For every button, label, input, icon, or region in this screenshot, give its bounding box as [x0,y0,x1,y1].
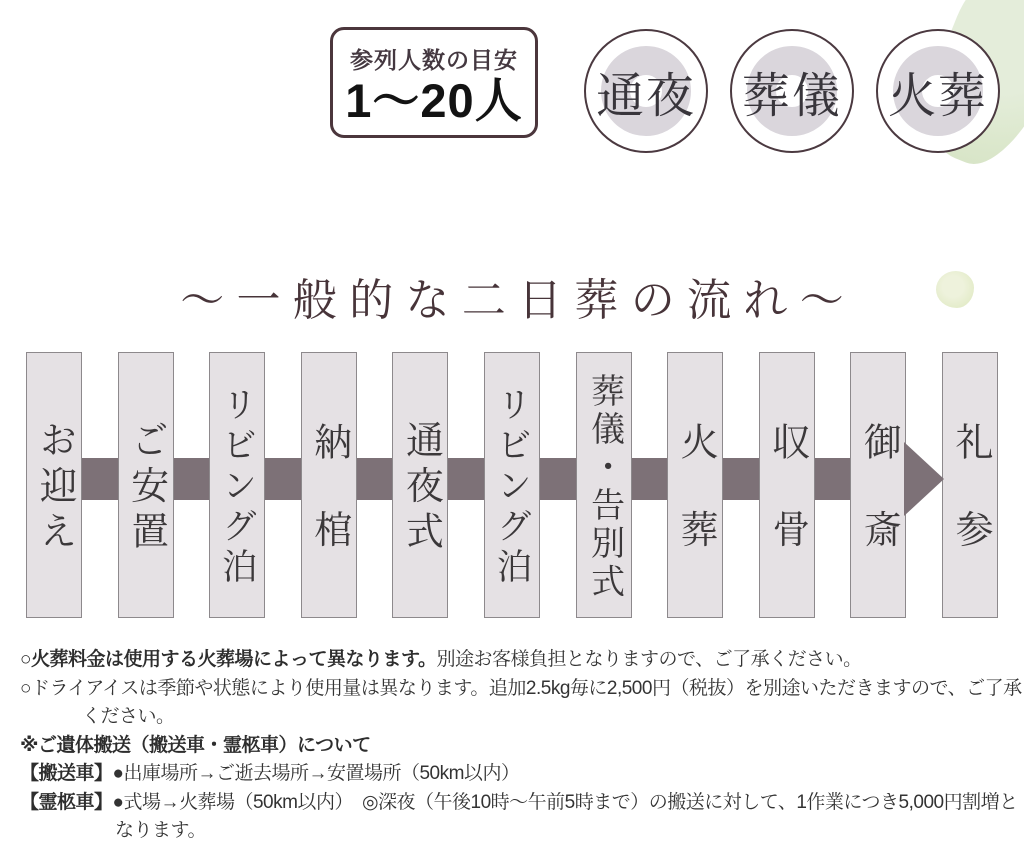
flow-title: 〜一般的な二日葬の流れ〜 [180,276,857,325]
note-transport-heading-text: ※ご遺体搬送（搬送車・霊柩車）について [20,734,371,756]
flow-step-goanchi [118,352,174,618]
flow-step-shukotsu [759,352,815,618]
note-hearse [20,789,1020,818]
flow-step-label: 納棺 [307,422,350,598]
flow-step-label: 御斎 [857,422,900,598]
notes-section [20,646,1020,846]
flow-step-kaso [667,352,723,618]
badge-label: 火葬 [887,69,988,123]
attendee-count-label: 参列人数の目安 [350,47,518,73]
flow-step-label: 火葬 [674,422,717,598]
flow-step-label: 礼参 [948,422,991,598]
flow-step-tsuyashiki [392,352,448,618]
flow-step-label: 葬儀・告別式 [585,372,623,602]
flow-step-label: 通夜式 [399,420,442,558]
badge-label: 通夜 [595,69,696,123]
note-transport-car-label: 【搬送車】 [20,763,113,784]
service-badge-sogi [730,29,854,153]
flow-step-living-stay-1 [209,352,265,618]
flow-step-label: ご安置 [124,420,167,558]
flow-step-label: 収骨 [765,422,808,598]
arrow-right-icon [904,442,944,516]
note-transport-car [20,760,1020,789]
attendee-count-value: 1〜20人 [345,74,523,127]
note-transport-car-text: ●出庫場所→ご逝去場所→安置場所（50km以内） [112,763,520,784]
flow-steps [0,352,1024,618]
flow-step-sogi-kokubetsushiki [576,352,632,618]
service-badge-tsuya [584,29,708,153]
flow-step-reisan [942,352,998,618]
note-crematory-fee-bold: ○火葬料金は使用する火葬場によって異なります。 [20,649,437,670]
flow-step-label: リビング泊 [217,386,257,590]
note-dry-ice: ○ドライアイスは季節や状態により使用量は異なります。追加2.5kg毎に2,500円（税抜）を別途いただきますので、ご了承 [20,677,1022,699]
flow-step-label: リビング泊 [492,386,532,590]
note-transport-heading [20,732,1020,761]
note-hearse-cont: なります。 [115,820,206,841]
badge-label: 葬儀 [741,69,842,123]
flow-step-label: お迎え [33,420,75,558]
flow-step-omukae [26,352,82,618]
service-badge-kaso [876,29,1000,153]
note-dry-ice-cont: ください。 [82,706,175,727]
note-crematory-fee [20,646,1020,675]
note-hearse-label: 【霊柩車】 [20,791,113,813]
flow-step-otoki [850,352,906,618]
note-hearse-text: ●式場→火葬場（50km以内） ◎深夜（午後10時〜午前5時まで）の搬送に対して、1作業につき5,000円割増と [112,791,1018,813]
note-crematory-fee-rest: 別途お客様負担となりますので、ご了承ください。 [436,649,862,670]
flow-step-nokan [301,352,357,618]
flow-step-living-stay-2 [484,352,540,618]
attendee-count-box [330,27,538,138]
flow-diagram [0,352,1024,618]
